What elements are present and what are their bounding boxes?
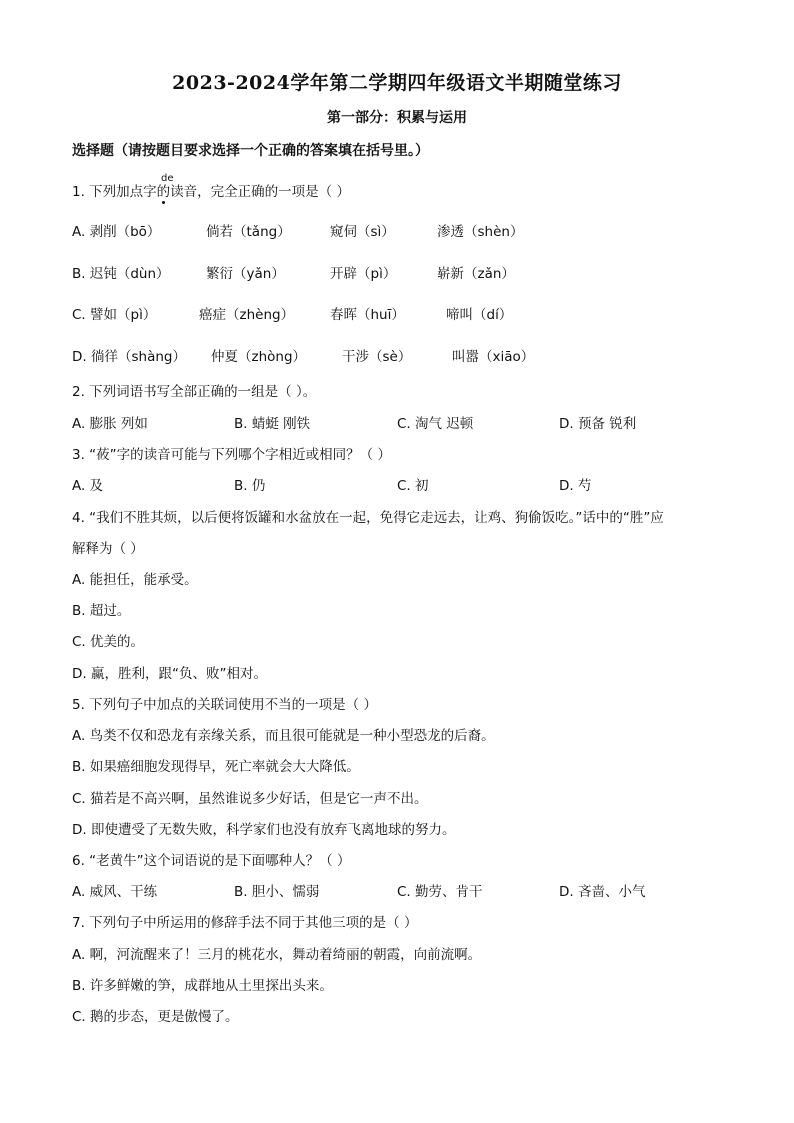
q7-option-c: C. 鹅的步态，更是傲慢了。 (72, 1009, 239, 1025)
q6-option-d: D. 吝啬、小气 (559, 884, 646, 900)
pinyin-annotation: de (161, 173, 174, 184)
q4-option-d: D. 赢，胜利，跟“负、败”相对。 (72, 666, 267, 682)
q3-option-c: C. 初 (397, 478, 429, 494)
question-4-stem-line-1: 4. “我们不胜其烦，以后便将饭罐和水盆放在一起，免得它走远去，让鸡、狗偷饭吃。”话中的“胜”应 (72, 510, 664, 526)
q1-c-1: C. 譬如（pì） (72, 307, 157, 323)
page-title: 2023-2024学年第二学期四年级语文半期随堂练习 (172, 72, 622, 94)
q5-option-d: D. 即使遭受了无数失败，科学家们也没有放弃飞离地球的努力。 (72, 822, 456, 838)
question-1-stem-mark: 的 (157, 180, 171, 200)
q1-c-4: 啼叫（dí） (446, 307, 513, 323)
q2-option-c: C. 淘气 迟顿 (397, 416, 474, 432)
q4-option-a: A. 能担任，能承受。 (72, 572, 198, 588)
q7-option-b: B. 许多鲜嫩的笋，成群地从土里探出头来。 (72, 978, 333, 994)
q1-d-3: 干涉（sè） (342, 349, 412, 365)
q1-b-1: B. 迟钝（dùn） (72, 266, 170, 282)
q1-a-3: 窥伺（sì） (330, 224, 395, 240)
q3-option-a: A. 及 (72, 478, 104, 494)
question-6-stem: 6. “老黄牛”这个词语说的是下面哪种人？（ ） (72, 853, 351, 869)
q6-option-c: C. 勤劳、肯干 (397, 884, 483, 900)
q1-a-2: 倘若（tǎng） (206, 224, 291, 240)
q3-option-d: D. 芍 (559, 478, 592, 494)
q2-option-b: B. 蜻蜓 刚铁 (234, 416, 311, 432)
question-3-stem: 3. “莜”字的读音可能与下列哪个字相近或相同？（ ） (72, 447, 391, 463)
q6-option-a: A. 威风、干练 (72, 884, 158, 900)
q1-d-2: 仲夏（zhòng） (211, 349, 307, 365)
question-1-stem (72, 180, 350, 200)
section-heading: 选择题（请按题目要求选择一个正确的答案填在括号里。） (72, 143, 429, 159)
q4-option-c: C. 优美的。 (72, 634, 145, 650)
q1-c-3: 春晖（huī） (330, 307, 405, 323)
q3-option-b: B. 仍 (234, 478, 266, 494)
q2-option-a: A. 膨胀 列如 (72, 416, 148, 432)
q5-option-b: B. 如果癌细胞发现得早，死亡率就会大大降低。 (72, 759, 360, 775)
q1-d-4: 叫嚣（xiāo） (452, 349, 535, 365)
q5-option-a: A. 鸟类不仅和恐龙有亲缘关系，而且很可能就是一种小型恐龙的后裔。 (72, 728, 495, 744)
q1-d-1: D. 徜徉（shàng） (72, 349, 186, 365)
q6-option-b: B. 胆小、懦弱 (234, 884, 320, 900)
part-heading: 第一部分：积累与运用 (327, 110, 467, 126)
question-4-stem-line-2: 解释为（ ） (72, 541, 144, 557)
q1-c-2: 癌症（zhèng） (199, 307, 295, 323)
q7-option-a: A. 啊，河流醒来了！三月的桃花水，舞动着绮丽的朝霞，向前流啊。 (72, 947, 482, 963)
q1-b-3: 开辟（pì） (330, 266, 397, 282)
question-5-stem: 5. 下列句子中加点的关联词使用不当的一项是（ ） (72, 697, 377, 713)
q4-option-b: B. 超过。 (72, 603, 131, 619)
question-1-stem-a: 1. 下列加点字 (72, 184, 157, 200)
question-7-stem: 7. 下列句子中所运用的修辞手法不同于其他三项的是（ ） (72, 915, 418, 931)
q1-a-4: 渗透（shèn） (437, 224, 524, 240)
question-2-stem: 2. 下列词语书写全部正确的一组是（ ）。 (72, 384, 317, 400)
question-1-stem-b: 读音，完全正确的一项是（ ） (170, 184, 350, 200)
q1-b-4: 崭新（zǎn） (437, 266, 515, 282)
q1-b-2: 繁衍（yǎn） (206, 266, 285, 282)
q2-option-d: D. 预备 锐利 (559, 416, 637, 432)
q5-option-c: C. 猫若是不高兴啊，虽然谁说多少好话，但是它一声不出。 (72, 791, 428, 807)
q1-a-1: A. 剥削（bō） (72, 224, 161, 240)
